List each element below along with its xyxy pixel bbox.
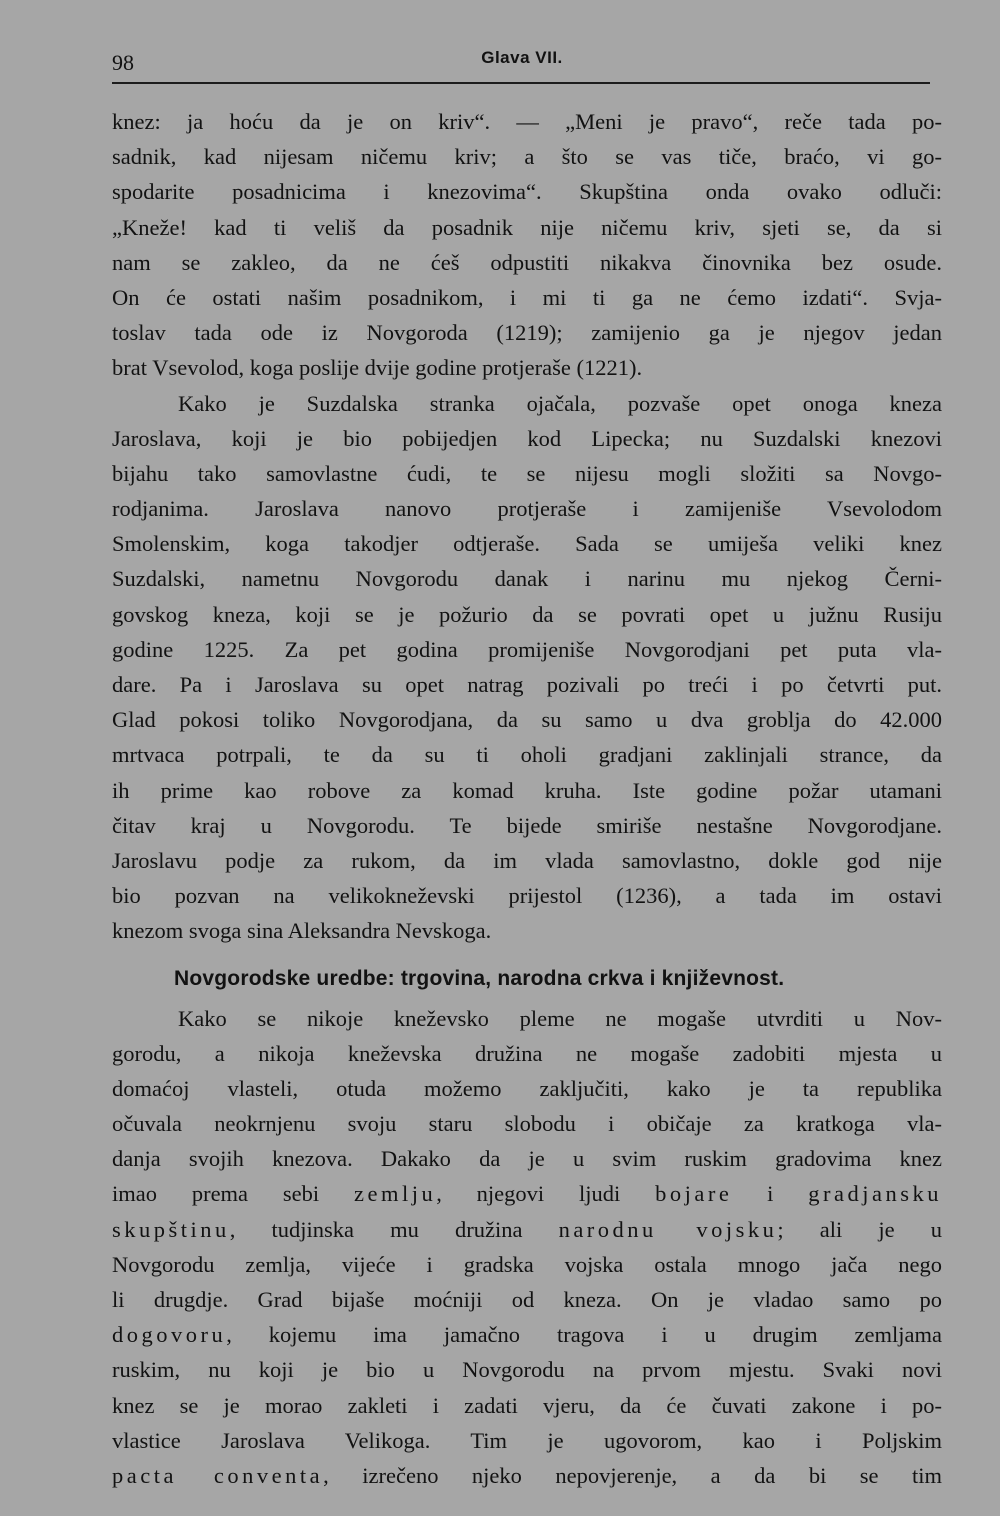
text-line: domaćoj vlasteli, otuda možemo zaključiti, kako je ta republika (112, 1075, 942, 1101)
header-rule (112, 82, 930, 84)
section-heading: Novgorodske uredbe: trgovina, narodna crkva i književnost. (174, 966, 785, 990)
emphasis-term: pacta conventa (112, 1462, 324, 1488)
emphasis-term: zemlju (353, 1181, 437, 1207)
text-line: toslav tada ode iz Novgoroda (1219); zamijenio ga je njegov jedan (112, 320, 942, 346)
text-line: Jaroslavu podje za rukom, da im vlada samovlastno, dokle god nije (112, 847, 942, 873)
text-line: spodarite posadnicima i knezovima“. Skupština onda ovako odluči: (112, 179, 942, 205)
emphasis-term: skupštinu (112, 1216, 230, 1242)
text-line: knez se je morao zakleti i zadati vjeru, da će čuvati zakone i po- (112, 1392, 942, 1418)
text-line: nam se zakleo, da ne ćeš odpustiti nikakva činovnika bez osude. (112, 249, 942, 275)
text-line: Smolenskim, koga takodjer odtjeraše. Sada se umiješa veliki knez (112, 531, 942, 557)
text-fragment: , kojemu ima jamačno tragova i u drugim zemljama (226, 1322, 942, 1348)
text-line: mrtvaca potrpali, te da su ti oholi gradjani zaklinjali strance, da (112, 742, 942, 768)
text-line: dare. Pa i Jaroslava su opet natrag pozivali po treći i po četvrti put. (112, 672, 942, 697)
text-line: Suzdalski, nametnu Novgorodu danak i narinu mu njekog Černi- (112, 566, 942, 592)
running-head: Glava VII. (481, 48, 563, 67)
text-line: Kako je Suzdalska stranka ojačala, pozvaše opet onoga kneza (178, 390, 942, 416)
text-line: ih prime kao robove za komad kruha. Iste godine požar utamani (112, 777, 942, 803)
paragraph-2 (112, 386, 942, 949)
text-line: brat Vsevolod, koga poslije dvije godine protjeraše (1221). (112, 355, 643, 381)
emphasis-term: dogovoru (112, 1322, 227, 1348)
text-line: Novgorodu zemlja, vijeće i gradska vojska ostala mnogo jača nego (112, 1251, 942, 1277)
text-line: knezom svoga sina Aleksandra Nevskoga. (112, 918, 492, 944)
page-header (112, 44, 932, 74)
text-line: čitav kraj u Novgorodu. Te bijede smiriše nestašne Novgorodjane. (112, 812, 942, 838)
text-line: knez: ja hoću da je on kriv“. — „Meni je pravo“, reče tada po- (112, 109, 942, 134)
text-line: sadnik, kad nijesam ničemu kriv; a što se vas tiče, braćo, vi go- (112, 144, 942, 170)
text-line: Glad pokosi toliko Novgorodjana, da su samo u dva groblja do 42.000 (112, 707, 942, 733)
text-line: rodjanima. Jaroslava nanovo protjeraše i zamijeniše Vsevolodom (112, 496, 942, 522)
text-line (112, 1176, 942, 1211)
text-line (112, 1317, 942, 1352)
emphasis-term: bojare (655, 1181, 733, 1207)
text-fragment: imao prema sebi (112, 1181, 354, 1207)
text-line: godine 1225. Za pet godina promijeniše Novgorodjani pet puta vla- (112, 636, 942, 662)
text-fragment: , izrečeno njeko nepovjerenje, a da bi se tim (323, 1462, 942, 1488)
text-line: Kako se nikoje kneževsko pleme ne mogaše utvrditi u Nov- (178, 1005, 942, 1031)
text-line (112, 1458, 942, 1493)
text-line: li drugdje. Grad bijaše moćniji od kneza. On je vladao samo po (112, 1287, 942, 1312)
body-text (112, 104, 942, 1493)
page-number: 98 (112, 50, 134, 75)
text-fragment: i (732, 1181, 809, 1207)
text-line: bijahu tako samovlastne ćudi, te se nijesu mogli složiti sa Novgo- (112, 460, 942, 486)
emphasis-term: gradjansku (808, 1181, 942, 1207)
emphasis-term: narodnu vojsku (558, 1216, 778, 1242)
text-fragment: ; ali je u (777, 1216, 942, 1242)
text-line: govskog kneza, koji se je požurio da se povrati opet u južnu Rusiju (112, 601, 942, 627)
text-line: „Kneže! kad ti veliš da posadnik nije ničemu kriv, sjeti se, da si (112, 214, 942, 240)
text-line: Jaroslava, koji je bio pobijedjen kod Lipecka; nu Suzdalski knezovi (112, 425, 942, 451)
paragraph-3 (112, 1001, 942, 1494)
text-fragment: , tudjinska mu družina (229, 1216, 559, 1242)
text-line: gorodu, a nikoja kneževska družina ne mogaše zadobiti mjesta u (112, 1040, 942, 1066)
text-line: vlastice Jaroslava Velikoga. Tim je ugovorom, kao i Poljskim (112, 1427, 942, 1453)
text-line: danja svojih knezova. Dakako da je u svim ruskim gradovima knez (112, 1146, 942, 1172)
text-fragment: , njegovi ljudi (436, 1181, 656, 1207)
text-line (112, 1212, 942, 1247)
text-line: očuvala neokrnjenu svoju staru slobodu i običaje za kratkoga vla- (112, 1111, 942, 1137)
text-line: bio pozvan na velikokneževski prijestol (1236), a tada im ostavi (112, 883, 942, 909)
paragraph-1 (112, 104, 942, 386)
text-line: On će ostati našim posadnikom, i mi ti ga ne ćemo izdati“. Svja- (112, 284, 942, 310)
text-line: ruskim, nu koji je bio u Novgorodu na prvom mjestu. Svaki novi (112, 1357, 942, 1383)
